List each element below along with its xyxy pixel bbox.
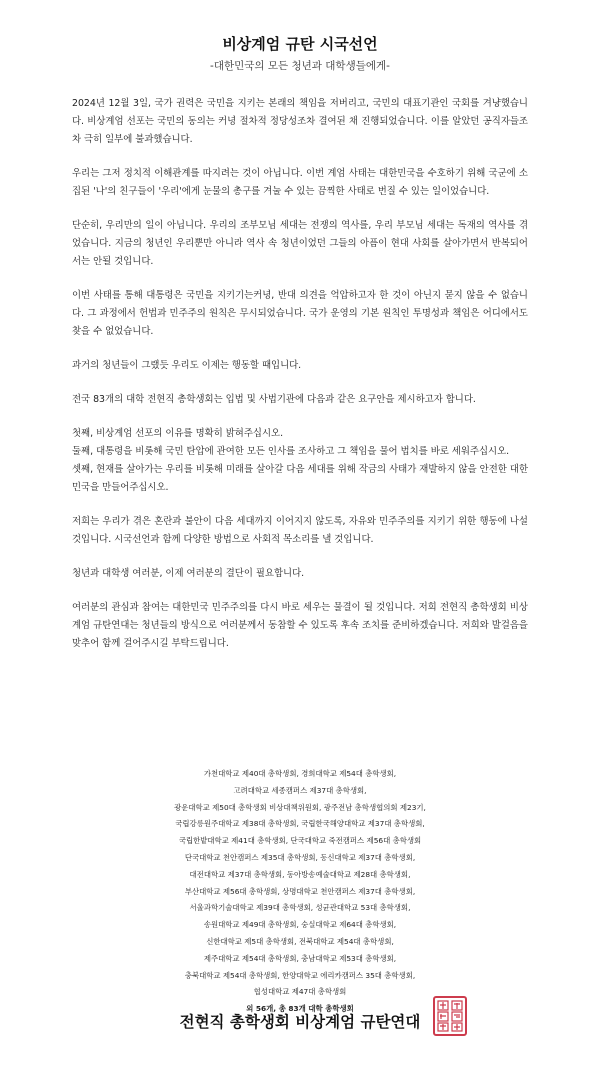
paragraph: 저희는 우리가 겪은 혼란과 불안이 다음 세대까지 이어지지 않도록, 자유와 민주주의를 지키기 위한 행동에 나설 것입니다. 시국선언과 함께 다양한 방법으로 사회적 목소리를 낼 것입니다. [72, 516, 528, 545]
document-title: 비상계엄 규탄 시국선언 [222, 35, 378, 53]
signer-line: 서울과학기술대학교 제39대 총학생회, 성균관대학교 53대 총학생회, [189, 903, 411, 913]
signers-total: 외 56개, 총 83개 대학 총학생회 [246, 1004, 354, 1014]
paragraph: 이번 사태를 통해 대통령은 국민을 지키기는커녕, 반대 의견을 억압하고자 한 것이 아닌지 묻지 않을 수 없습니다. 그 과정에서 헌법과 민주주의 원칙은 무시되었습니다. 국가 운영의 기본 원칙인 투명성과 책임은 어디에서도 찾을 수 없었습니다. [72, 290, 528, 337]
paragraph: 전국 83개의 대학 전현직 총학생회는 입법 및 사법기관에 다음과 같은 요구안을 제시하고자 합니다. [72, 394, 476, 405]
signer-line: 제주대학교 제54대 총학생회, 충남대학교 제53대 총학생회, [203, 953, 397, 963]
signer-line: 단국대학교 천안캠퍼스 제35대 총학생회, 동신대학교 제37대 총학생회, [184, 852, 416, 862]
signer-line: 신한대학교 제5대 총학생회, 전북대학교 제54대 총학생회, [206, 936, 394, 946]
paragraph: 우리는 그저 정치적 이해관계를 따지려는 것이 아닙니다. 이번 계엄 사태는 대한민국을 수호하기 위해 국군에 소집된 '나'의 친구들이 '우리'에게 눈물의 총구를 겨눌 수 있는 끔찍한 사태로 번질 수 있는 일이었습니다. [72, 168, 528, 197]
signer-line: 고려대학교 세종캠퍼스 제37대 총학생회, [233, 785, 367, 795]
demands-list [72, 425, 528, 497]
signer-line: 광운대학교 제50대 총학생회 비상대책위원회, 광주전남 총학생협의회 제23기, [174, 802, 426, 812]
official-seal [433, 996, 467, 1036]
signer-line: 협성대학교 제47대 총학생회 [253, 987, 347, 997]
demand-item: 첫째, 비상계엄 선포의 이유를 명확히 밝혀주십시오. [72, 428, 284, 439]
paragraph: 과거의 청년들이 그랬듯 우리도 이제는 행동할 때입니다. [72, 360, 302, 371]
demand-item: 둘째, 대통령을 비롯해 국민 탄압에 관여한 모든 인사를 조사하고 그 책임을 물어 법치를 바로 세워주십시오. [72, 446, 510, 457]
paragraph: 여러분의 관심과 참여는 대한민국 민주주의를 다시 바로 세우는 물결이 될 것입니다. 저희 전현직 총학생회 비상계엄 규탄연대는 청년들의 방식으로 여러분께서 동참할 수 있도록 후속 조치를 준비하겠습니다. 저희와 발걸음을 맞추어 함께 걸어주시길 부탁드립니다. [72, 602, 528, 649]
signer-line: 가천대학교 제40대 총학생회, 경희대학교 제54대 총학생회, [203, 769, 397, 778]
paragraph: 청년과 대학생 여러분, 이제 여러분의 결단이 필요합니다. [72, 568, 305, 579]
declaration-body [72, 95, 528, 669]
signer-line: 대전대학교 제37대 총학생회, 동아방송예술대학교 제28대 총학생회, [189, 869, 411, 879]
signer-line: 충북대학교 제54대 총학생회, 한양대학교 에리카캠퍼스 35대 총학생회, [184, 970, 416, 980]
document-subtitle: -대한민국의 모든 청년과 대학생들에게- [210, 60, 390, 72]
signers-list [0, 766, 600, 1018]
signer-line: 국립강릉원주대학교 제38대 총학생회, 국립한국해양대학교 제37대 총학생회, [175, 819, 425, 829]
demand-item: 셋째, 현재를 살아가는 우리를 비롯해 미래를 살아갈 다음 세대를 위해 작금의 사태가 재발하지 않을 안전한 대한민국을 만들어주십시오. [72, 464, 528, 493]
paragraph: 단순히, 우리만의 일이 아닙니다. 우리의 조부모님 세대는 전쟁의 역사를, 우리 부모님 세대는 독재의 역사를 겪었습니다. 지금의 청년인 우리뿐만 아니라 역사 속 청년이었던 그들의 아픔이 현대 사회를 살아가면서 반복되어서는 안될 것입니다. [72, 220, 528, 267]
seal-glyphs [435, 998, 465, 1034]
signer-line: 송원대학교 제49대 총학생회, 숭실대학교 제64대 총학생회, [203, 920, 397, 930]
paragraph: 2024년 12월 3일, 국가 권력은 국민을 지키는 본래의 책임을 저버리고, 국민의 대표기관인 국회를 겨냥했습니다. 비상계엄 선포는 국민의 동의는 커녕 절차적 정당성조차 결여된 채 진행되었습니다. 이를 알았던 공직자들조차 극히 일부에 불과했습니다. [72, 98, 528, 145]
signer-line: 부산대학교 제56대 총학생회, 상명대학교 천안캠퍼스 제37대 총학생회, [184, 886, 416, 896]
signer-line: 국립한밭대학교 제41대 총학생회, 단국대학교 죽전캠퍼스 제56대 총학생회 [178, 836, 422, 846]
signature: 전현직 총학생회 비상계엄 규탄연대 [179, 1012, 421, 1031]
